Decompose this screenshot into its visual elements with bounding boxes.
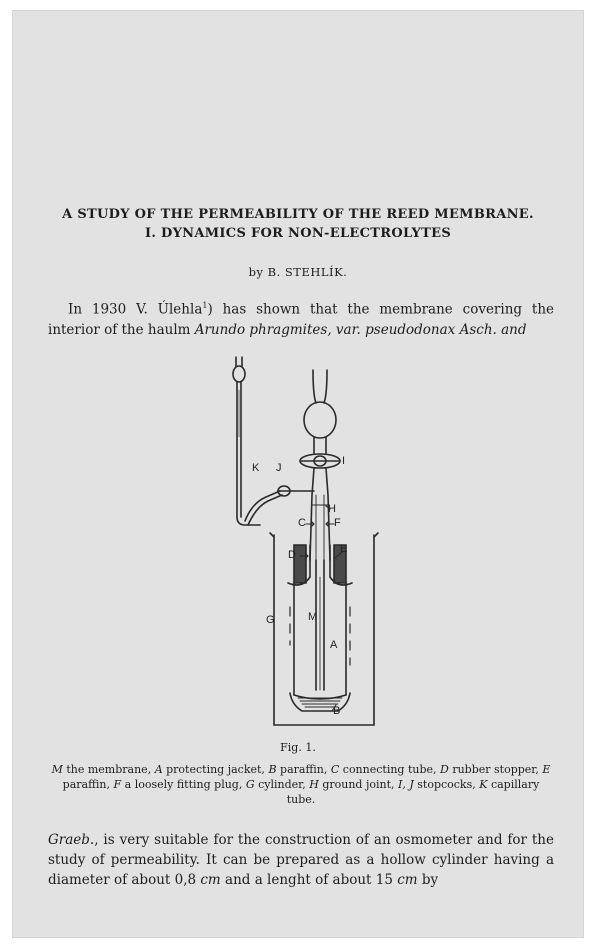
label-m: M (308, 611, 318, 623)
label-j: J (276, 462, 282, 474)
label-c: C (298, 517, 306, 529)
title-line-2: I. DYNAMICS FOR NON-ELECTROLYTES (144, 226, 452, 241)
label-d: D (288, 549, 296, 561)
osmometer-diagram (12, 345, 584, 740)
stopcock-j (278, 486, 314, 496)
label-h: H (328, 503, 336, 515)
para2-text-a: , is very suitable for the construction of an osmometer and for the study of permeability. It can be prepared as a hollow cylinder having a diameter of about 0,8 (48, 832, 554, 888)
legend-item: K capillary tube. (286, 778, 540, 806)
label-i: I (342, 455, 346, 467)
legend-item: D rubber stopper, (440, 763, 543, 776)
para1-start: In 1930 V. Úlehla (68, 301, 203, 318)
legend-item: H ground joint, (309, 778, 399, 791)
legend-item: C connecting tube, (330, 763, 441, 776)
upper-bulb (304, 370, 336, 453)
figure-osmometer (12, 345, 584, 740)
paragraph-1 (48, 296, 554, 340)
legend-item: B paraffin, (268, 763, 331, 776)
legend-item: G cylinder, (245, 778, 310, 791)
stopcock-i (300, 454, 340, 468)
membrane (316, 560, 324, 690)
label-arrows (300, 506, 342, 711)
legend-item: I, J stopcocks, (398, 778, 480, 791)
title-line-1: A STUDY OF THE PERMEABILITY OF THE REED MEMBRANE. (62, 207, 534, 222)
legend-item: E paraffin, (62, 763, 551, 791)
connecting-tube (310, 468, 330, 560)
para2-unit-1: cm (200, 872, 221, 888)
paraffin-bottom (290, 693, 350, 711)
label-k: K (252, 462, 260, 474)
figure-caption: Fig. 1. (280, 741, 316, 754)
footnote-ref: 1 (202, 301, 208, 310)
para1-species: Arundo phragmites, var. pseudodonax Asch. and (194, 321, 527, 338)
para2-text-b: and a lenght of about 15 (220, 872, 398, 888)
author-byline: by B. STEHLÍK. (248, 265, 348, 279)
capillary-tube (233, 357, 282, 525)
label-g: G (266, 614, 275, 626)
para1-mid: ) has shown that the membrane covering the interior of the haulm (48, 301, 555, 338)
label-a: A (330, 639, 338, 651)
legend-item: F a loosely fitting plug, (113, 778, 246, 791)
figure-legend (48, 762, 554, 807)
legend-item: A protecting jacket, (154, 763, 269, 776)
para2-species: Graeb. (48, 832, 95, 848)
para2-text-c: by (417, 872, 439, 888)
legend-item: M the membrane, (51, 763, 155, 776)
para2-unit-2: cm (397, 872, 418, 888)
label-f: F (334, 517, 341, 529)
label-b: B (333, 705, 341, 717)
paragraph-2 (48, 830, 554, 890)
page (12, 10, 584, 938)
label-e: E (340, 543, 348, 555)
article-title (12, 205, 584, 243)
